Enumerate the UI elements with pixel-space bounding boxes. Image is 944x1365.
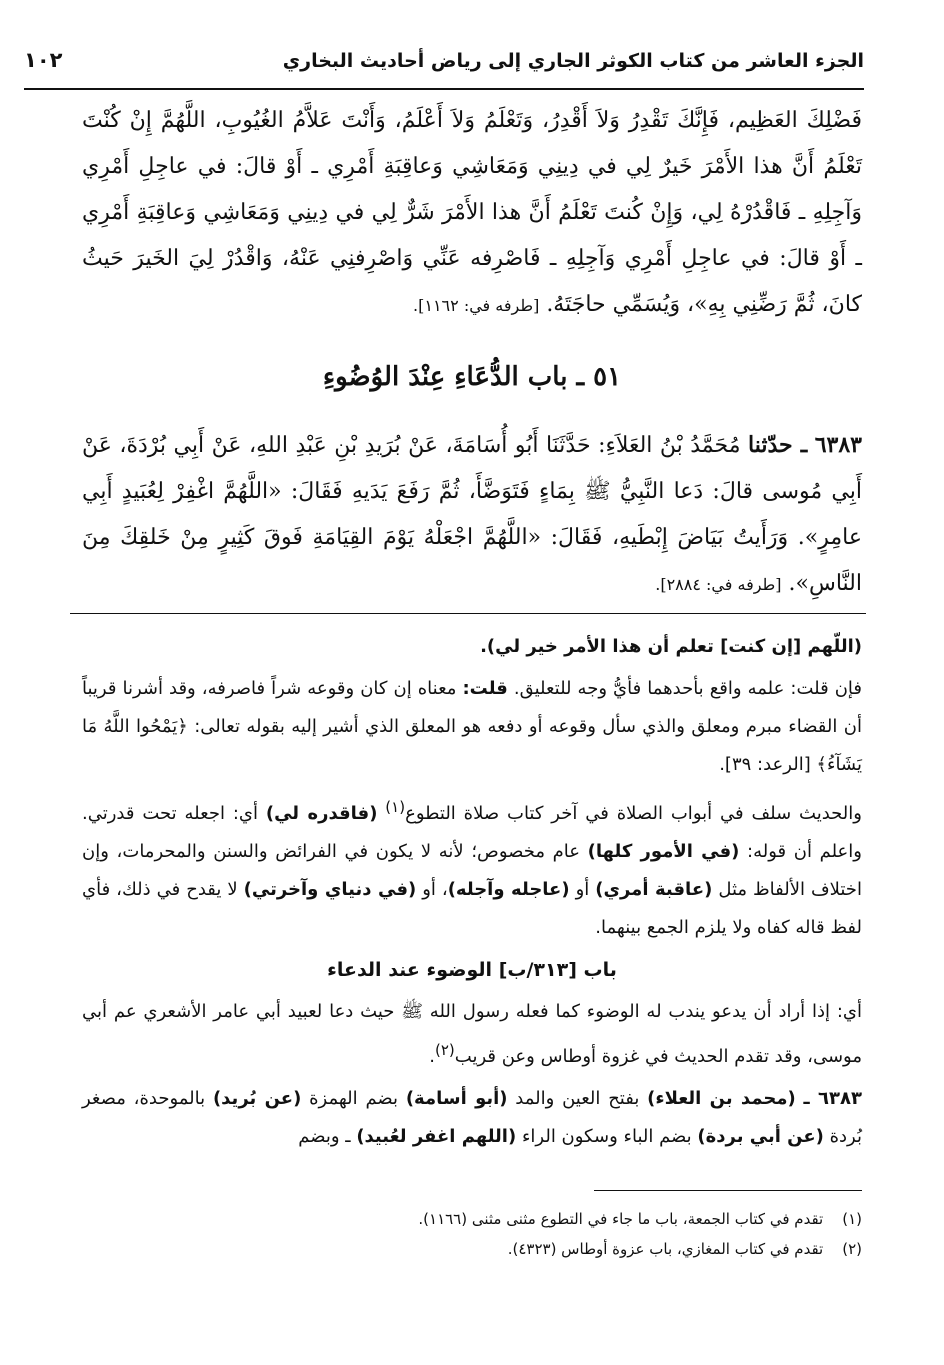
commentary-lemma: (فاقدره لي)	[265, 803, 378, 824]
commentary-lemma: (عاجله وآجله)	[447, 879, 570, 900]
commentary-text: أي: إذا أراد أن يدعو يندب له الوضوء كما فعله رسول الله ﷺ حيث دعا لعبيد أبي عامر الأشعري عم أبي موسى، وقد تقدم الحديث في غزوة أوطاس وعن قريب	[82, 1001, 862, 1067]
footnote	[82, 1234, 862, 1264]
commentary-lemma: (عن بُريد)	[212, 1088, 302, 1109]
commentary-text: أو	[575, 879, 590, 900]
footnote-text: تقدم في كتاب المغازي، باب عزوة أوطاس (٤٣٢٣).	[507, 1240, 824, 1258]
footnote-text: تقدم في كتاب الجمعة، باب ما جاء في التطوع مثنى مثنى (١١٦٦).	[418, 1210, 824, 1228]
chapter-heading: ٥١ ـ باب الدُّعَاءِ عِنْدَ الوُضُوءِ	[322, 362, 622, 392]
commentary-lemma: (عن أبي بردة)	[697, 1126, 824, 1147]
commentary-lemma: (أبو أسامة)	[405, 1088, 508, 1109]
commentary-text: أي: اجعله تحت قدرتي. واعلم أن قوله:	[82, 803, 862, 862]
commentary-lemma: (في الأمور كلها)	[587, 841, 740, 862]
cross-reference: [طرفه في: ١١٦٢].	[413, 296, 540, 315]
commentary-paragraph	[82, 1080, 862, 1156]
footnotes	[82, 1204, 862, 1264]
section-divider	[70, 613, 866, 614]
commentary-text: بضم الباء وسكون الراء	[521, 1126, 692, 1147]
sub-heading	[82, 951, 862, 989]
commentary-keyword: قلت:	[462, 678, 508, 699]
sub-heading-label: باب [٣١٣/ب]	[498, 959, 617, 981]
page-number: ١٠٢	[24, 48, 63, 72]
hadith-opening: ـ حدّثنا	[748, 432, 808, 458]
footnote-divider	[594, 1190, 862, 1191]
commentary-lemma: (اللهم اغفر لعُبيد)	[356, 1126, 517, 1147]
commentary-text: لا يقدح في ذلك، فأي لفظ قاله كفاه ولا يلزم الجمع بينهما.	[82, 879, 862, 938]
commentary-lemma: (اللّهم [إن كنت] تعلم أن هذا الأمر خير لي).	[480, 636, 862, 657]
commentary-text: ، أو	[422, 879, 448, 900]
commentary-text: فإن قلت: علمه واقع بأحدهما فأيُّ وجه للتعليق.	[513, 678, 863, 699]
commentary-text: والحديث سلف في أبواب الصلاة في آخر كتاب صلاة التطوع	[405, 803, 862, 824]
footnote-number: (١)	[842, 1210, 862, 1228]
commentary-text: عام مخصوص؛ لأنه لا يكون في الفرائض والسنن والمحرمات، وإن اختلاف الألفاظ مثل	[82, 841, 862, 900]
commentary-text: بضم الهمزة	[309, 1088, 399, 1109]
commentary-lemma: (عاقبة أمري)	[595, 879, 713, 900]
sub-heading-title: الوضوء عند الدعاء	[327, 959, 493, 981]
footnote-number: (٢)	[842, 1240, 862, 1258]
commentary-text: بفتح العين والمد	[515, 1088, 640, 1109]
commentary-text: ـ وبضم	[298, 1126, 351, 1147]
commentary	[82, 628, 862, 1160]
hadith-continuation-text: فَضْلِكَ العَظِيم، فَإِنَّكَ تَقْدِرُ وَلاَ أَقْدِرُ، وَتَعْلَمُ وَلاَ أَعْلَمُ، وَأَنْتَ عَلاَّمُ الغُيُوبِ، اللَّهُمَّ إِنْ كُنْتَ تَعْلَمُ أَنَّ هذا الأَمْرَ خَيرٌ لِي في دِينِي وَمَعَاشِي وَعاقِبَةِ أَمْرِي ـ أَوْ قالَ: في عاجِلِ أَمْرِي وَآجِلِهِ ـ فَاقْدُرْهُ لِي، وَإِنْ كُنتَ تَعْلَمُ أَنَّ هذا الأَمْرَ شَرٌّ لِي في دِينِي وَمَعَاشِي وَعاقِبَةِ أَمْرِي ـ أَوْ قالَ: في عاجِلِ أَمْرِي وَآجِلِهِ ـ فَاصْرِفه عَنِّي وَاصْرِفنِي عَنْهُ، وَاقْدُرْ لِيَ الخَيرَ حَيثُ كانَ، ثُمَّ رَضِّنِي بِهِ»، وَيُسَمِّي حاجَتَهُ.	[82, 108, 863, 317]
hadith-block	[82, 422, 862, 608]
page-header	[24, 44, 864, 90]
running-title: الجزء العاشر من كتاب الكوثر الجاري إلى رياض أحاديث البخاري	[282, 50, 864, 72]
commentary-text: بالموحدة، مصغر بُردة	[82, 1088, 862, 1147]
commentary-lemma: (محمد بن العلاء)	[647, 1088, 796, 1109]
cross-reference: [طرفه في: ٢٨٨٤].	[655, 575, 782, 594]
hadith-number: ٦٣٨٣ ـ	[803, 1088, 862, 1109]
hadith-text: مُحَمَّدُ بْنُ العَلاَءِ: حَدَّثَنَا أَبُو أُسَامَةَ، عَنْ بُرَيدِ بْنِ عَبْدِ اللهِ، عَنْ أَبِي بُرْدَةَ، عَنْ أَبِي مُوسى قالَ: دَعا النَّبِيُّ ﷺ بِمَاءٍ فَتَوَضَّأَ، ثُمَّ رَفَعَ يَدَيهِ فَقَالَ: «اللَّهُمَّ اغْفِرْ لِعُبَيدٍ أَبِي عامِرٍ». وَرَأَيتُ بَيَاضَ إِبْطَيهِ، فَقَالَ: «اللَّهُمَّ اجْعَلْهُ يَوْمَ القِيَامَةِ فَوقَ كَثِيرٍ مِنْ خَلقِكَ مِنَ النَّاسِ».	[82, 433, 862, 596]
footnote-marker: (١)	[385, 798, 406, 816]
commentary-text: معناه إن كان وقوعه شراً فاصرفه، وقد أشرنا قريباً أن القضاء مبرم ومعلق والذي سأل وقوعه أو دفعه هو المعلق الذي أشير إليه بقوله تعالى: ﴿يَمْحُوا اللَّهُ مَا يَشَآءُ﴾ [الرعد: ٣٩].	[82, 678, 862, 775]
commentary-lemma: (في دنياي وآخرتي)	[243, 879, 417, 900]
footnote-marker: (٢)	[435, 1041, 455, 1059]
commentary-paragraph: أي: إذا أراد أن يدعو يندب له الوضوء كما فعله رسول الله ﷺ حيث دعا لعبيد أبي عامر الأشعري عم أبي موسى، وقد تقدم الحديث في غزوة أوطاس وعن قريب$^{(٢)}$.	[82, 1001, 862, 1067]
commentary-paragraph	[82, 788, 862, 947]
hadith-number: ٦٣٨٣	[814, 432, 862, 458]
footnote	[82, 1204, 862, 1234]
hadith-continuation	[82, 98, 862, 329]
commentary-paragraph	[82, 670, 862, 784]
